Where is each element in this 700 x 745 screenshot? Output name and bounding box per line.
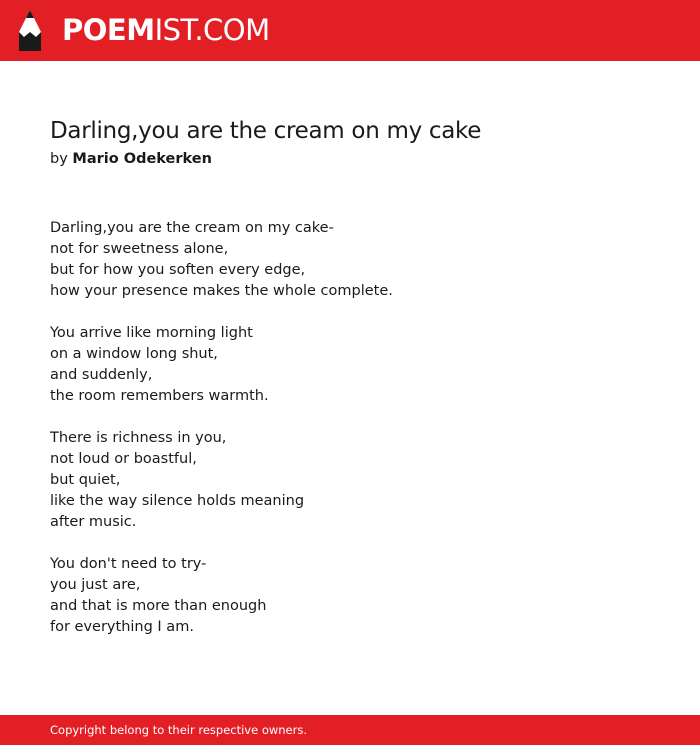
site-logo[interactable]	[62, 13, 270, 47]
stanza	[50, 323, 670, 407]
poem-body	[50, 218, 670, 659]
poem-line: but quiet,	[50, 472, 121, 488]
poem-line: You arrive like morning light	[50, 325, 253, 341]
stanza	[50, 554, 670, 638]
poem-line: but for how you soften every edge,	[50, 262, 306, 278]
pencil-logo-icon[interactable]	[17, 10, 43, 51]
logo-text-light: IST.COM	[154, 13, 270, 47]
poem-line: on a window long shut,	[50, 346, 218, 362]
author-name: Mario Odekerken	[72, 151, 212, 167]
poem-line: You don't need to try-	[50, 556, 207, 572]
poem-line: Darling,you are the cream on my cake-	[50, 220, 334, 236]
poem-line: not for sweetness alone,	[50, 241, 229, 257]
logo-text-bold: POEM	[62, 13, 155, 47]
poem-line: after music.	[50, 514, 137, 530]
byline	[50, 149, 660, 169]
poem-line: for everything I am.	[50, 619, 194, 635]
site-footer	[0, 715, 700, 745]
poem-line: There is richness in you,	[50, 430, 227, 446]
poem-line: you just are,	[50, 577, 141, 593]
stanza	[50, 428, 670, 533]
stanza	[50, 218, 670, 302]
poem-header	[50, 116, 660, 169]
copyright-text: Copyright belong to their respective owners.	[50, 723, 308, 737]
poem-line: the room remembers warmth.	[50, 388, 269, 404]
poem-title: Darling,you are the cream on my cake	[50, 118, 482, 144]
poem-line: like the way silence holds meaning	[50, 493, 305, 509]
poem-line: how your presence makes the whole complete.	[50, 283, 393, 299]
poem-line: not loud or boastful,	[50, 451, 197, 467]
poem-line: and suddenly,	[50, 367, 153, 383]
poem-line: and that is more than enough	[50, 598, 267, 614]
site-header	[0, 0, 700, 61]
by-label: by	[50, 151, 68, 167]
